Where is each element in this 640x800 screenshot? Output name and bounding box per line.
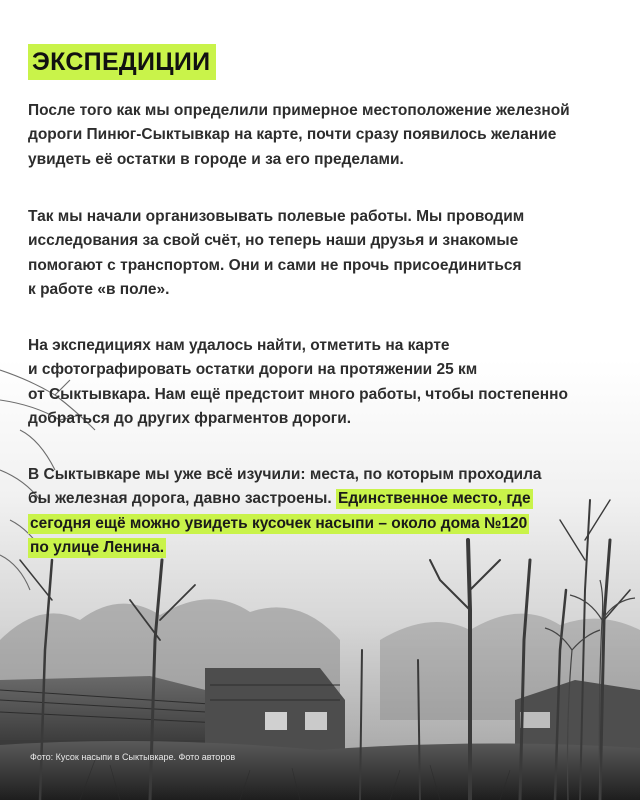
paragraph-3-line-1: На экспедициях нам удалось найти, отметить на карте — [28, 337, 450, 354]
paragraph-2-line-3: помогают с транспортом. Они и сами не прочь присоединиться — [28, 256, 522, 274]
paragraph-1 — [28, 99, 628, 172]
paragraph-4 — [28, 463, 628, 560]
paragraph-1-line-2: дороги Пинюг-Сыктывкар на карте, почти сразу появилось желание — [28, 126, 557, 144]
highlight-text-3: по улице Ленина. — [30, 538, 165, 556]
photo-caption: Фото: Кусок насыпи в Сыктывкаре. Фото авторов — [30, 752, 236, 762]
highlight-text-1: Единственное место, где — [338, 490, 531, 508]
paragraph-2-line-4: к работе «в поле». — [28, 280, 170, 298]
paragraph-4-line-2 — [28, 487, 628, 511]
paragraph-3 — [28, 334, 628, 431]
paragraph-3-line-2: и сфотографировать остатки дороги на протяжении 25 км — [28, 361, 478, 379]
paragraph-3-line-4: добраться до других фрагментов дороги. — [28, 409, 352, 427]
paragraph-2 — [28, 205, 628, 302]
article-content — [28, 44, 618, 80]
paragraph-1-line-1: После того как мы определили примерное местоположение железной — [28, 102, 570, 119]
paragraph-4-line-3 — [28, 512, 628, 536]
paragraph-4-line-1: В Сыктывкаре мы уже всё изучили: места, по которым проходила — [28, 466, 542, 483]
paragraph-1-line-3: увидеть её остатки в городе и за его пределами. — [28, 150, 404, 168]
paragraph-3-line-3: от Сыктывкара. Нам ещё предстоит много работы, чтобы постепенно — [28, 385, 568, 403]
page-title: ЭКСПЕДИЦИИ — [28, 44, 216, 80]
highlight-text-2: сегодня ещё можно увидеть кусочек насыпи – около дома №120 — [30, 514, 528, 532]
paragraph-4-line-4 — [28, 536, 628, 560]
paragraph-2-line-2: исследования за свой счёт, но теперь наши друзья и знакомые — [28, 232, 519, 250]
paragraph-2-line-1: Так мы начали организовывать полевые работы. Мы проводим — [28, 208, 525, 225]
paragraph-4-line-2-plain: бы железная дорога, давно застроены. — [28, 490, 332, 508]
